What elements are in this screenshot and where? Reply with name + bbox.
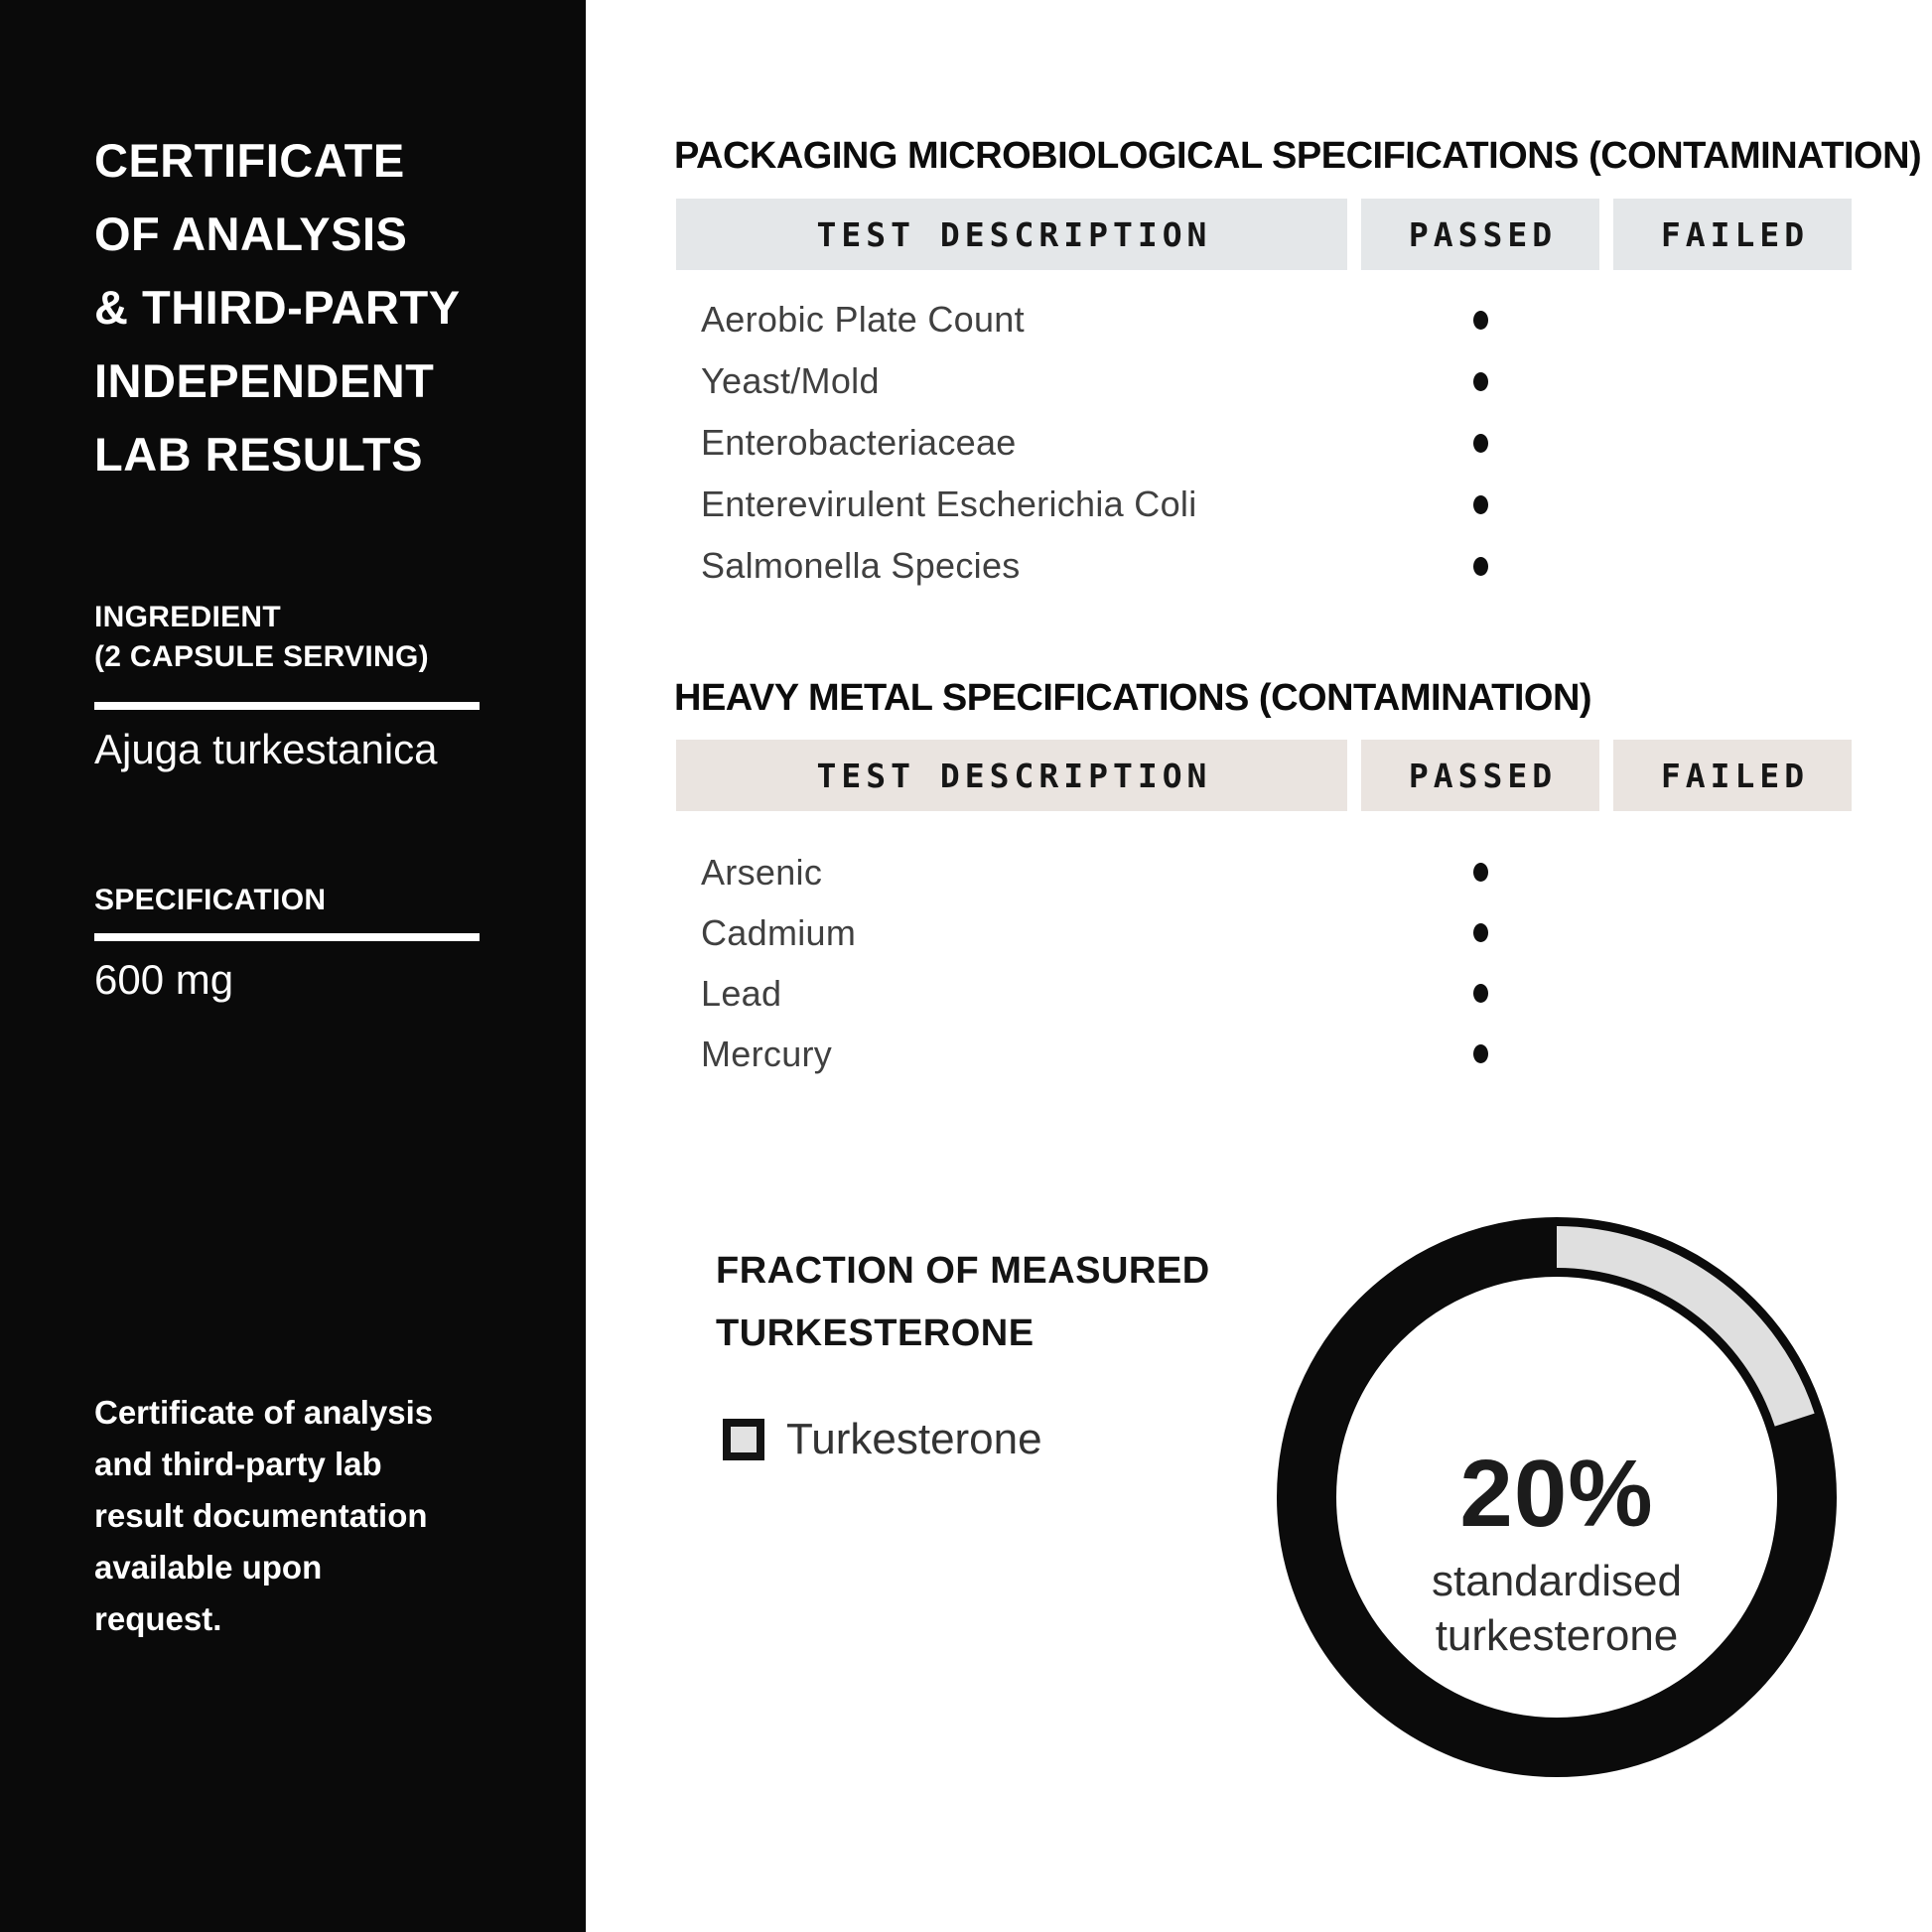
table-row <box>676 963 1852 1024</box>
page-title-line: OF ANALYSIS <box>94 207 408 260</box>
test-name: Salmonella Species <box>701 545 1021 586</box>
passed-cell <box>1361 311 1599 330</box>
table-row <box>676 902 1852 963</box>
passed-cell <box>1361 1044 1599 1063</box>
metal-section-heading: HEAVY METAL SPECIFICATIONS (CONTAMINATION) <box>674 677 1592 719</box>
column-header-test-description: TEST DESCRIPTION <box>676 740 1347 811</box>
column-header-test-description: TEST DESCRIPTION <box>676 199 1347 270</box>
passed-cell <box>1361 434 1599 453</box>
test-name: Cadmium <box>701 911 857 953</box>
sidebar <box>0 0 586 1932</box>
page-title <box>94 124 461 491</box>
micro-table-body <box>676 289 1852 597</box>
test-name: Yeast/Mold <box>701 360 880 401</box>
passed-cell <box>1361 372 1599 391</box>
page-title-line: CERTIFICATE <box>94 134 405 187</box>
passed-dot <box>1473 372 1488 391</box>
test-name: Enterobacteriaceae <box>701 422 1017 463</box>
passed-dot <box>1473 434 1488 453</box>
passed-dot <box>1473 495 1488 514</box>
passed-dot <box>1473 557 1488 576</box>
ingredient-value: Ajuga turkestanica <box>94 726 438 772</box>
fraction-section-heading: FRACTION OF MEASURED TURKESTERONE <box>716 1250 1210 1354</box>
chart-legend <box>723 1415 1042 1463</box>
test-name: Mercury <box>701 1033 833 1074</box>
table-row <box>676 412 1852 474</box>
donut-center-label <box>1358 1443 1755 1663</box>
table-row <box>676 474 1852 535</box>
ingredient-label: INGREDIENT (2 CAPSULE SERVING) <box>94 601 429 673</box>
table-row <box>676 289 1852 350</box>
passed-cell <box>1361 984 1599 1003</box>
page-title-line: INDEPENDENT <box>94 354 435 407</box>
legend-label: Turkesterone <box>786 1415 1042 1463</box>
test-name: Enterevirulent Escherichia Coli <box>701 483 1197 524</box>
column-header-failed: FAILED <box>1613 199 1852 270</box>
table-row <box>676 350 1852 412</box>
page-title-line: & THIRD-PARTY <box>94 281 461 334</box>
column-header-passed: PASSED <box>1361 740 1599 811</box>
donut-percentage: 20% <box>1459 1441 1654 1547</box>
passed-dot <box>1473 1044 1488 1063</box>
table-row <box>676 842 1852 902</box>
table-row <box>676 1024 1852 1084</box>
passed-dot <box>1473 311 1488 330</box>
donut-sublabel: standardised turkesterone <box>1432 1557 1682 1660</box>
ingredient-divider <box>94 702 480 710</box>
page-title-line: LAB RESULTS <box>94 428 424 481</box>
passed-dot <box>1473 984 1488 1003</box>
specification-label: SPECIFICATION <box>94 884 327 916</box>
specification-value: 600 mg <box>94 956 234 1003</box>
micro-section-heading: PACKAGING MICROBIOLOGICAL SPECIFICATIONS (CONTAMINATION) <box>674 135 1922 177</box>
test-name: Aerobic Plate Count <box>701 299 1025 340</box>
specification-divider <box>94 933 480 941</box>
availability-note: Certificate of analysis and third-party lab result documentation available upon request. <box>94 1394 434 1637</box>
metal-table-header <box>676 740 1852 811</box>
metal-table-body <box>676 842 1852 1084</box>
passed-cell <box>1361 495 1599 514</box>
column-header-passed: PASSED <box>1361 199 1599 270</box>
passed-cell <box>1361 557 1599 576</box>
table-row <box>676 535 1852 597</box>
passed-cell <box>1361 923 1599 942</box>
passed-dot <box>1473 863 1488 882</box>
passed-dot <box>1473 923 1488 942</box>
test-name: Arsenic <box>701 851 823 893</box>
turkesterone-swatch-icon <box>723 1419 764 1460</box>
column-header-failed: FAILED <box>1613 740 1852 811</box>
passed-cell <box>1361 863 1599 882</box>
micro-table-header <box>676 199 1852 270</box>
test-name: Lead <box>701 972 782 1014</box>
